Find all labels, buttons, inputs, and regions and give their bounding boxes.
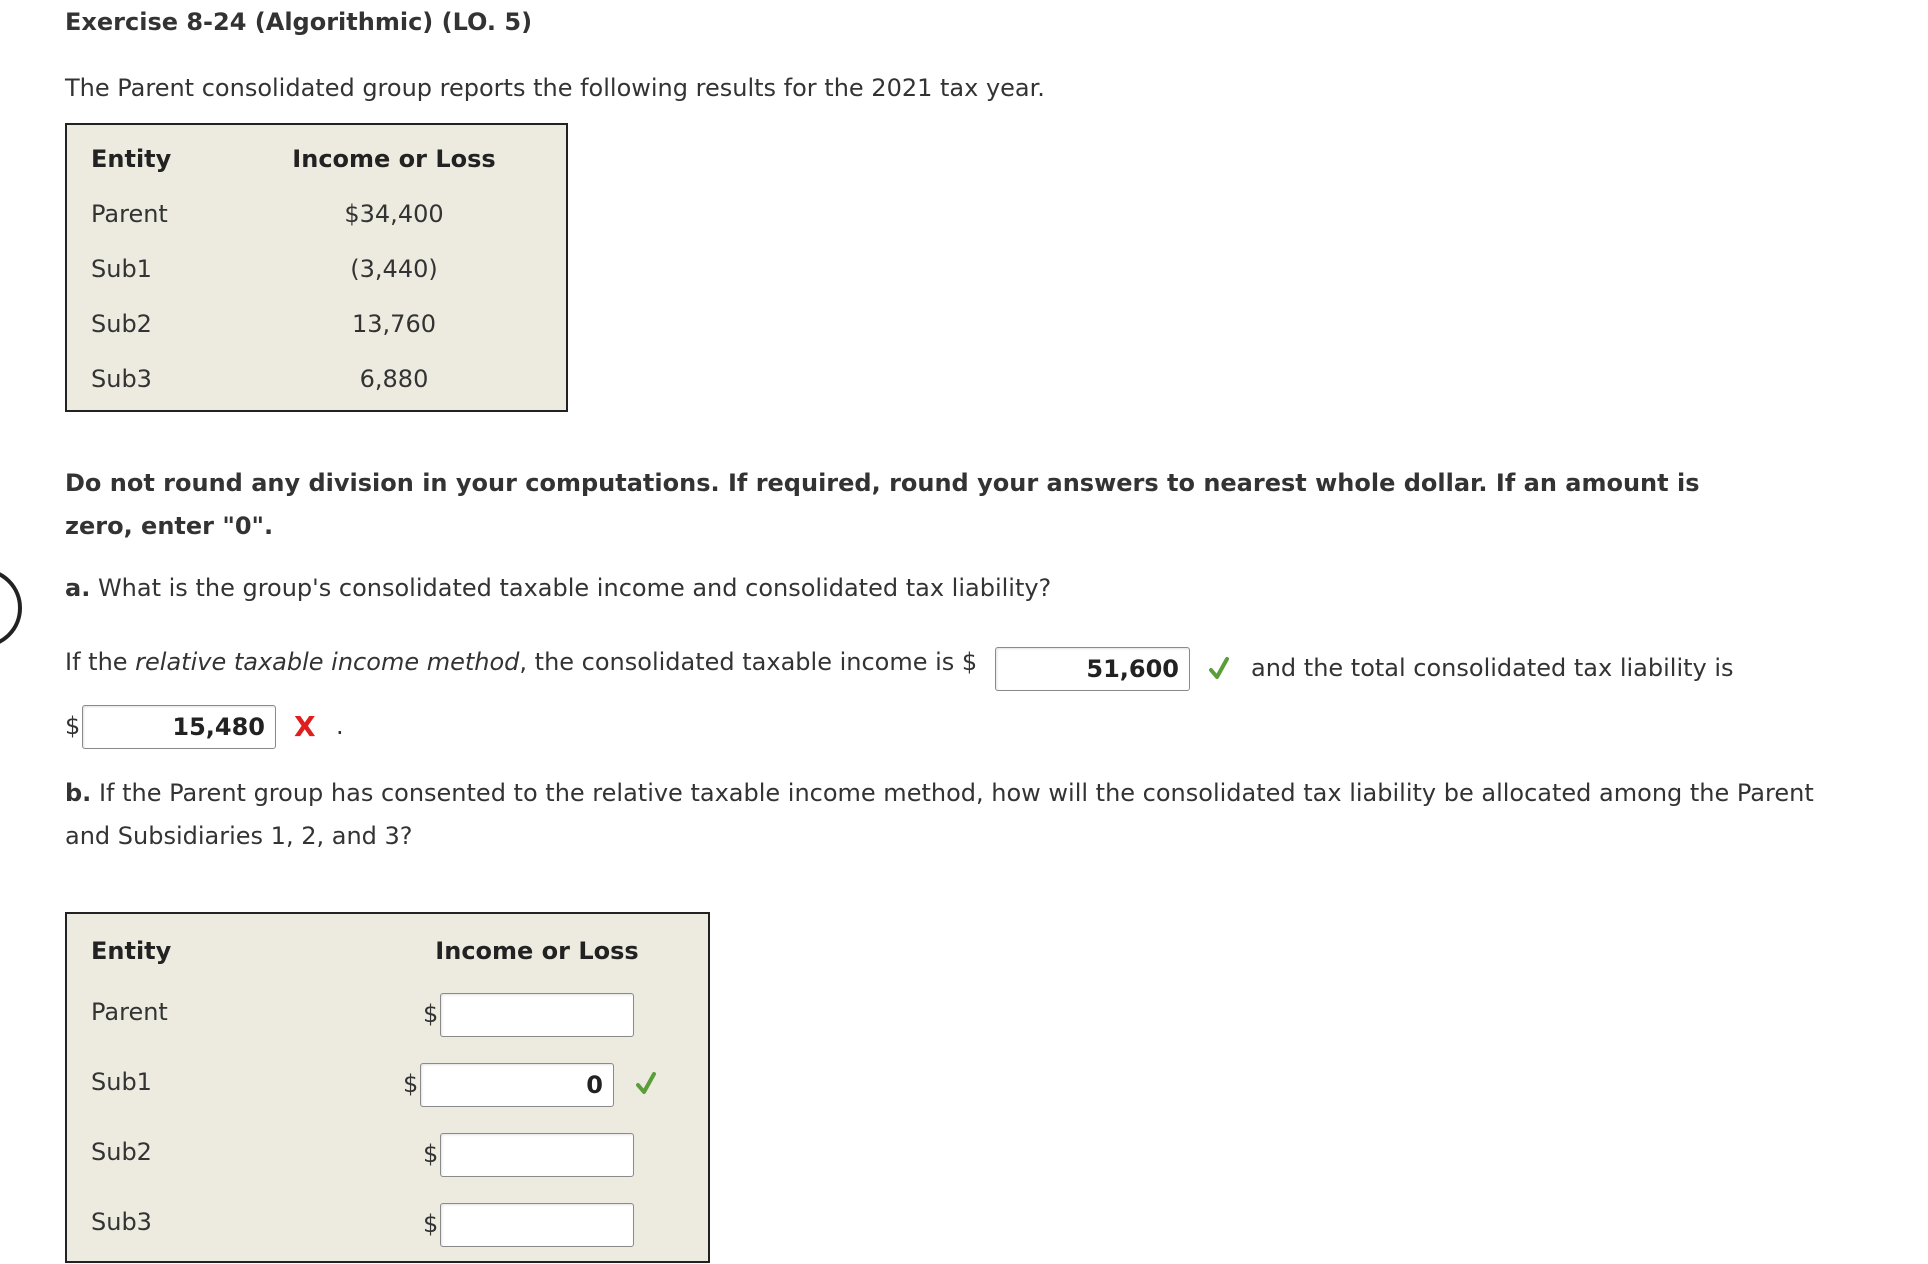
- results-row-amount: 13,760: [352, 310, 436, 338]
- allocation-input-sub2[interactable]: [440, 1133, 634, 1177]
- results-table: [65, 123, 568, 412]
- tax-liability-input[interactable]: [82, 705, 276, 749]
- results-row-amount: (3,440): [350, 255, 438, 283]
- dollar-sign: $: [403, 1070, 419, 1098]
- allocation-header-amount: Income or Loss: [435, 937, 639, 965]
- taxable-income-input[interactable]: [995, 647, 1190, 691]
- sentence-text: If the: [65, 648, 136, 676]
- results-row-entity: Parent: [91, 200, 168, 228]
- method-name: relative taxable income method: [135, 648, 520, 676]
- answer-a-sentence: [65, 648, 977, 676]
- sentence-text: , the consolidated taxable income is $: [519, 648, 978, 676]
- dollar-sign: $: [423, 1210, 439, 1238]
- allocation-row-entity: Sub2: [91, 1138, 152, 1166]
- check-icon: [636, 1071, 656, 1097]
- allocation-row-entity: Parent: [91, 998, 168, 1026]
- exercise-title: Exercise 8-24 (Algorithmic) (LO. 5): [65, 8, 533, 36]
- scroll-marker: [0, 568, 22, 648]
- results-row-amount: 6,880: [359, 365, 429, 393]
- results-row-entity: Sub1: [91, 255, 152, 283]
- question-b-label: b.: [65, 779, 92, 807]
- question-b-text: If the Parent group has consented to the relative taxable income method, how will the consolidated tax liability be allocated among the Parent and Subsidiaries 1, 2, and 3?: [65, 779, 1814, 850]
- question-b: [65, 772, 1845, 858]
- allocation-input-sub3[interactable]: [440, 1203, 634, 1247]
- allocation-input-sub1[interactable]: [420, 1063, 614, 1107]
- allocation-row-entity: Sub3: [91, 1208, 152, 1236]
- question-a-text: What is the group's consolidated taxable income and consolidated tax liability?: [97, 574, 1052, 602]
- check-icon: [1209, 656, 1229, 682]
- question-a-label: a.: [65, 574, 91, 602]
- dollar-sign: $: [423, 1000, 439, 1028]
- allocation-header-entity: Entity: [91, 937, 172, 965]
- dollar-sign: $: [65, 712, 81, 740]
- dollar-sign: $: [423, 1140, 439, 1168]
- results-row-amount: $34,400: [344, 200, 444, 228]
- sentence-post: and the total consolidated tax liability is: [1251, 654, 1734, 682]
- allocation-input-parent[interactable]: [440, 993, 634, 1037]
- allocation-row-entity: Sub1: [91, 1068, 152, 1096]
- allocation-table: [65, 912, 710, 1263]
- instructions-text: Do not round any division in your computations. If required, round your answers to nearest whole dollar. If an amount is zero, enter "0".: [65, 469, 1700, 540]
- results-header-entity: Entity: [91, 145, 172, 173]
- exercise-intro: The Parent consolidated group reports the following results for the 2021 tax year.: [65, 74, 1045, 102]
- results-row-entity: Sub2: [91, 310, 152, 338]
- sentence-period: .: [336, 712, 344, 740]
- results-row-entity: Sub3: [91, 365, 152, 393]
- incorrect-icon: X: [294, 710, 316, 743]
- results-header-amount: Income or Loss: [292, 145, 496, 173]
- question-a: [65, 574, 1051, 602]
